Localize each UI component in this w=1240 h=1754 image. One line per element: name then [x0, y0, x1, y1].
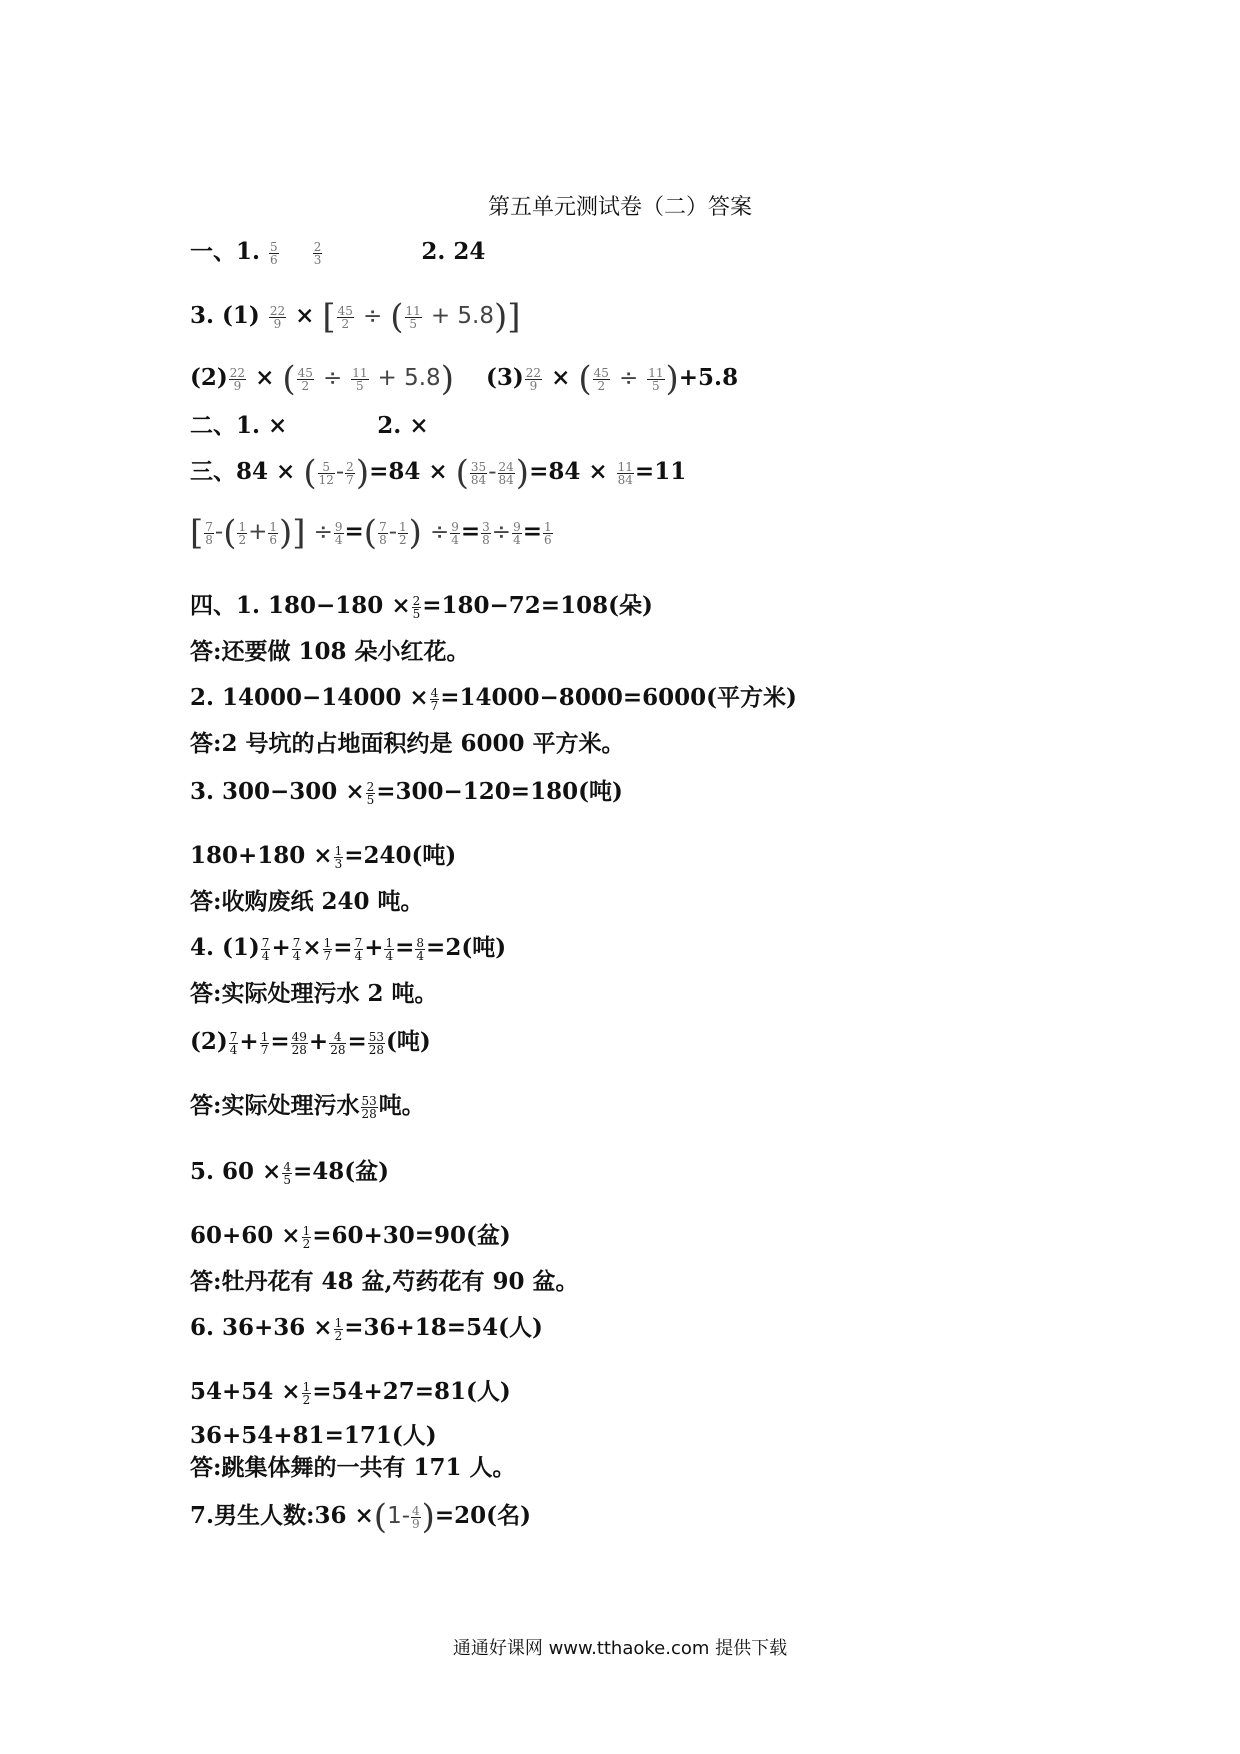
q5-calc-1: 5. 60 × $\frac{4}{5}$ =48(盆): [190, 1158, 389, 1187]
q3-calc-1: 3. 300−300 × $\frac{2}{5}$ =300−120=180(吨): [190, 778, 623, 807]
q2-calc: 2. 14000−14000 × $\frac{4}{7}$ =14000−8000=6000(平方米): [190, 684, 797, 713]
fraction: $\frac{2}{3}$: [313, 239, 322, 267]
answer-1: [190, 236, 485, 268]
page-title: 第五单元测试卷（二）答案: [487, 195, 752, 220]
q4-answer-2: 答:实际处理污水 $\frac{53}{28}$ 吨。: [190, 1092, 425, 1121]
q4-answer-1: 答:实际处理污水 2 吨。: [190, 980, 438, 1007]
answer-3-2-3: (2) $\frac{22}{9}$ × ( $\frac{45}{2}$ ÷ $\frac{11}{5}$ + 5.8) (3) $\frac{22}{9}$ × ( $\frac{45}{2}$ ÷ $\frac{11}{5}$ )+5.8: [190, 359, 739, 399]
q6-calc-2: 54+54 × $\frac{1}{2}$ =54+27=81(人): [190, 1378, 511, 1407]
q1-answer: 答:还要做 108 朵小红花。: [190, 638, 470, 665]
answer-3-1: 3. (1) $\frac{22}{9}$ × [ $\frac{45}{2}$ ÷ ( $\frac{11}{5}$ + 5.8)]: [190, 297, 521, 337]
footer-credit: 通通好课网 www.tthaoke.com 提供下载: [452, 1638, 788, 1659]
q4-calc-1: 4. (1) $\frac{7}{4}$ + $\frac{7}{4}$ × $\frac{1}{7}$ = $\frac{7}{4}$ + $\frac{1}{4}$ = $\frac{8}{4}$ =2(吨): [190, 934, 507, 963]
q5-calc-2: 60+60 × $\frac{1}{2}$ =60+30=90(盆): [190, 1222, 511, 1251]
answer-2: 二、1. × 2. ×: [190, 412, 429, 439]
q6-answer: 答:跳集体舞的一共有 171 人。: [190, 1454, 516, 1481]
q3-answer: 答:收购废纸 240 吨。: [190, 888, 424, 915]
label: 一、1.: [190, 238, 261, 265]
answer-3-b: [ $\frac{7}{8}$ -( $\frac{1}{2}$ + $\frac{1}{6}$ )] ÷ $\frac{9}{4}$ =( $\frac{7}{8}$ - $\frac{1}{2}$ ) ÷ $\frac{9}{4}$ = $\frac{3}{8}$ ÷ $\frac{9}{4}$ = $\frac{1}{6}$: [190, 513, 552, 553]
answer-3: 三、84 × ( $\frac{5}{12}$ - $\frac{2}{7}$ )=84 × ( $\frac{35}{84}$ - $\frac{24}{84}$ )=84 × $\frac{11}{84}$ =11: [190, 453, 687, 493]
q6-calc-1: 6. 36+36 × $\frac{1}{2}$ =36+18=54(人): [190, 1314, 543, 1343]
q7-calc: 7.男生人数:36 ×(1- $\frac{4}{9}$ )=20(名): [190, 1497, 531, 1537]
q1-calc: 四、1. 180−180 × $\frac{2}{5}$ =180−72=108(朵): [190, 592, 653, 621]
answer-1-2: 2. 24: [421, 238, 486, 265]
q6-calc-3: 36+54+81=171(人): [190, 1422, 437, 1449]
q2-answer: 答:2 号坑的占地面积约是 6000 平方米。: [190, 730, 625, 757]
q5-answer: 答:牡丹花有 48 盆,芍药花有 90 盆。: [190, 1268, 579, 1295]
q3-calc-2: 180+180 × $\frac{1}{3}$ =240(吨): [190, 842, 457, 871]
q4-calc-2: (2) $\frac{7}{4}$ + $\frac{1}{7}$ = $\frac{49}{28}$ + $\frac{4}{28}$ = $\frac{53}{28}$ (吨): [190, 1028, 431, 1057]
fraction: $\frac{5}{6}$: [270, 239, 278, 267]
